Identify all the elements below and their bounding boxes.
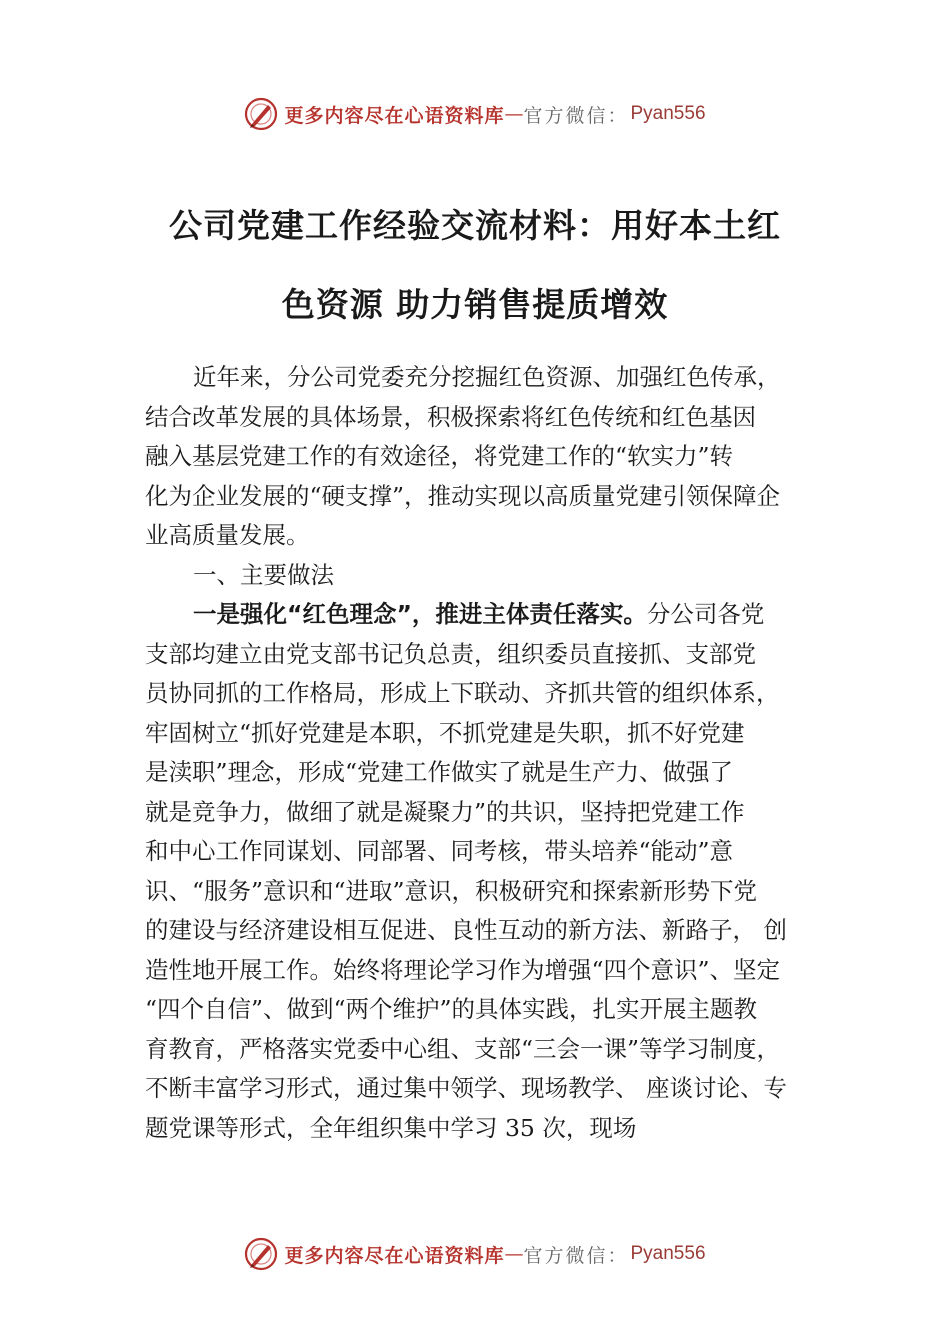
pen-logo-icon [244, 97, 278, 131]
bold-lead-rest: 分公司各党 [646, 600, 765, 628]
paragraph-line: “四个自信”、做到“两个维护”的具体实践，扎实开展主题教 [145, 995, 758, 1023]
banner-wechat-id: Pyan556 [630, 1243, 706, 1264]
header-banner [0, 94, 950, 134]
paragraph-line: 和中心工作同谋划、同部署、同考核，带头培养“能动”意 [145, 837, 734, 865]
title-line: 色资源 助力销售提质增效 [281, 285, 669, 324]
paragraph-line: 是渎职”理念，形成“党建工作做实了就是生产力、做强了 [145, 758, 734, 786]
paragraph-line [145, 595, 825, 635]
paragraph-line: 题党课等形式，全年组织集中学习 35 次，现场 [145, 1113, 637, 1142]
paragraph-line: 业高质量发展。 [145, 521, 310, 549]
paragraph-line: 融入基层党建工作的有效途径，将党建工作的“软实力”转 [145, 442, 734, 470]
document-body [145, 358, 825, 1148]
banner-wechat-label: 官方微信： [523, 104, 629, 127]
paragraph-line: 造性地开展工作。始终将理论学习作为增强“四个意识”、坚定 [145, 955, 781, 984]
footer-banner [0, 1234, 950, 1274]
title-line: 公司党建工作经验交流材料：用好本土红 [169, 206, 781, 245]
bold-lead: 一是强化“红色理念”，推进主体责任落实。 [193, 600, 647, 628]
banner-separator: — [504, 103, 524, 125]
paragraph-line: 的建设与经济建设相互促进、良性互动的新方法、新路子， 创 [145, 916, 787, 944]
paragraph-line: 识、“服务”意识和“进取”意识，积极研究和探索新形势下党 [145, 876, 758, 905]
paragraph-line: 支部均建立由党支部书记负总责，组织委员直接抓、支部党 [145, 639, 756, 668]
pen-logo-icon [244, 1237, 278, 1271]
paragraph-line: 育教育，严格落实党委中心组、支部“三会一课”等学习制度， [145, 1034, 781, 1063]
paragraph-line: 不断丰富学习形式，通过集中领学、现场教学、 座谈讨论、专 [145, 1074, 787, 1102]
banner-wechat-label: 官方微信： [523, 1244, 629, 1267]
banner-wechat-id: Pyan556 [630, 103, 706, 124]
section-heading: 一、主要做法 [193, 560, 334, 589]
paragraph-line: 近年来，分公司党委充分挖掘红色资源、加强红色传承， [193, 363, 781, 391]
paragraph-line: 员协同抓的工作格局，形成上下联动、齐抓共管的组织体系， [145, 679, 780, 707]
banner-brand: 更多内容尽在心语资料库 [284, 1244, 505, 1267]
document-title [120, 186, 830, 344]
paragraph-line: 就是竞争力，做细了就是凝聚力”的共识，坚持把党建工作 [145, 797, 745, 826]
banner-separator: — [504, 1243, 524, 1265]
paragraph-line: 化为企业发展的“硬支撑”，推动实现以高质量党建引领保障企 [145, 481, 781, 510]
paragraph-line: 结合改革发展的具体场景，积极探索将红色传统和红色基因 [145, 402, 756, 431]
banner-brand: 更多内容尽在心语资料库 [284, 104, 505, 127]
paragraph-line: 牢固树立“抓好党建是本职，不抓党建是失职，抓不好党建 [145, 718, 745, 747]
